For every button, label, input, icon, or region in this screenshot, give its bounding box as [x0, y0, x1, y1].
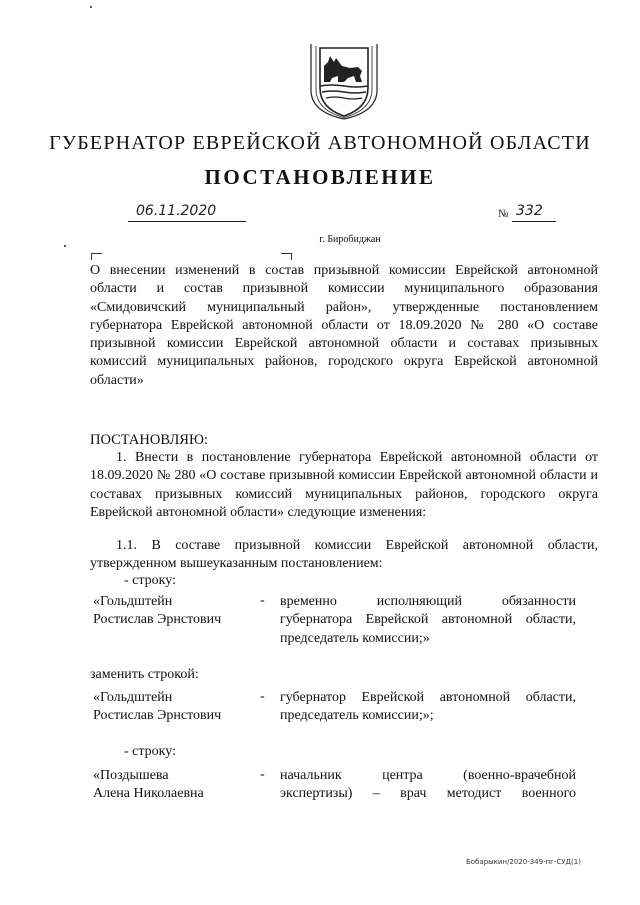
member-surname: «Гольдштейн — [93, 690, 173, 705]
decree-heading: ПОСТАНОВЛЯЮ: — [90, 432, 208, 448]
member-surname: «Поздышева — [93, 768, 169, 783]
number-label: № — [498, 208, 509, 220]
replace-label: заменить строкой: — [90, 667, 199, 682]
dash-separator: - — [260, 689, 265, 704]
governor-title: ГУБЕРНАТОР ЕВРЕЙСКОЙ АВТОНОМНОЙ ОБЛАСТИ — [49, 132, 591, 154]
document-date: 06.11.2020 — [136, 203, 217, 219]
line-label: - строку: — [124, 573, 176, 588]
date-line — [128, 203, 246, 222]
document-type: ПОСТАНОВЛЕНИЕ — [204, 165, 436, 189]
member-surname: «Гольдштейн — [93, 594, 173, 609]
corner-bracket-right — [281, 253, 292, 260]
position-role: председатель комиссии;» — [280, 630, 430, 646]
document-number: 332 — [516, 203, 543, 219]
position-role: председатель комиссии;»; — [280, 708, 434, 724]
dash-separator: - — [260, 767, 265, 782]
coat-of-arms-emblem — [306, 42, 382, 120]
document-footer-code: Бобарыкин/2020-349-пг-СУД(1) — [466, 858, 581, 866]
member-given-name: Ростислав Эрнстович — [93, 708, 222, 724]
position-text: временно исполняющий обязанности губернатора Еврейской автономной области, — [280, 594, 576, 628]
member-position — [280, 689, 576, 726]
member-position — [280, 767, 576, 804]
position-text: губернатор Еврейской автономной области, — [280, 690, 576, 705]
line-label: - строку: — [124, 744, 176, 759]
scan-dot — [64, 245, 66, 247]
member-name — [93, 767, 263, 804]
member-given-name: Алена Николаевна — [93, 786, 204, 802]
corner-bracket-left — [91, 253, 102, 260]
member-name — [93, 689, 263, 726]
dash-separator: - — [260, 593, 265, 608]
member-name — [93, 593, 263, 630]
paragraph-1: 1. Внести в постановление губернатора Еврейской автономной области от 18.09.2020 № 280 «О составе призывной комиссии Еврейской автономной области и составах призывных комиссий муниципальных районов, городского округа Еврейской автономной области» следующие изменения: — [90, 450, 598, 520]
city-name: г. Биробиджан — [319, 234, 381, 245]
position-text: начальник центра (военно-врачебной — [280, 768, 576, 783]
paragraph-1-1: 1.1. В составе призывной комиссии Еврейской автономной области, утвержденном вышеуказанным постановлением: — [90, 538, 598, 572]
number-line — [512, 203, 556, 222]
member-given-name: Ростислав Эрнстович — [93, 612, 222, 628]
member-position — [280, 593, 576, 648]
position-text-continued: экспертизы) – врач методист военного — [280, 786, 576, 802]
document-subject: О внесении изменений в состав призывной комиссии Еврейской автономной области и состав призывной комиссии муниципального образования «Смидовичский муниципальный район», утвержденные постановлением губернатора Еврейской автономной области от 18.09.2020 № 280 «О составе призывной комиссии Еврейской автономной области и составах призывных комиссий муниципальных районов, городского округа Еврейской автономной области» — [90, 263, 598, 388]
scan-dot — [90, 6, 92, 8]
